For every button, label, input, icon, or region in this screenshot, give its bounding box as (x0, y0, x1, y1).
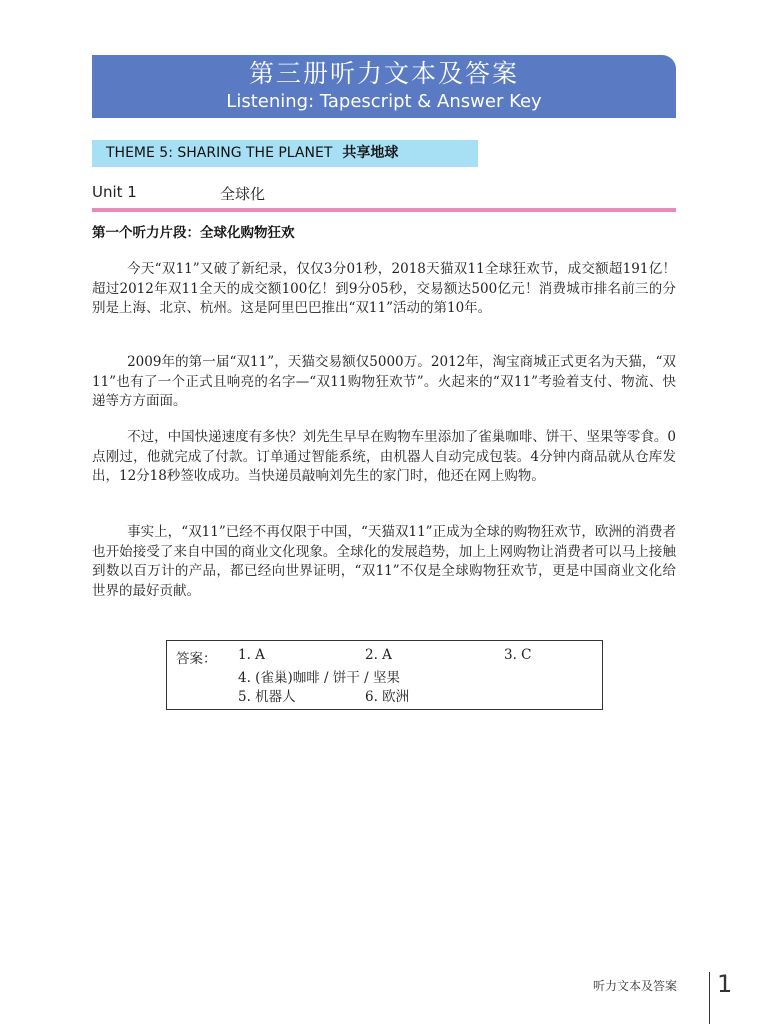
answer-item: 3. C (504, 647, 532, 663)
theme-banner (92, 140, 478, 167)
paragraph-2: 2009年的第一届“双11”，天猫交易额仅5000万。2012年，淘宝商城正式更名为天猫，“双11”也有了一个正式且响亮的名字—“双11购物狂欢节”。火起来的“双11”考验着支付、物流、快递等方方面面。 (92, 354, 676, 409)
answer-label: 答案： (176, 651, 217, 667)
paragraph-3: 不过，中国快递速度有多快？刘先生早早在购物车里添加了雀巢咖啡、饼干、坚果等零食。0点刚过，他就完成了付款。订单通过智能系统，由机器人自动完成包装。4分钟内商品就从仓库发出，12分18秒签收成功。当快递员敲响刘先生的家门时，他还在网上购物。 (92, 429, 676, 484)
paragraph-1: 今天“双11”又破了新纪录，仅仅3分01秒，2018天猫双11全球狂欢节，成交额超191亿！超过2012年双11全天的成交额100亿！到9分05秒，交易额达500亿元！消费城市排名前三的分别是上海、北京、杭州。这是阿里巴巴推出“双11”活动的第10年。 (92, 261, 676, 316)
theme-label: THEME 5: SHARING THE PLANET (106, 145, 333, 161)
theme-label-chinese: 共享地球 (342, 145, 399, 161)
answer-key-box (166, 640, 603, 710)
section-divider (92, 208, 676, 212)
unit-label: Unit 1 (92, 183, 137, 201)
section-title: 第一个听力片段：全球化购物狂欢 (92, 225, 295, 241)
page-header-banner (92, 55, 676, 118)
answer-item: 6. 欧洲 (365, 689, 410, 705)
answer-item: 2. A (365, 647, 392, 663)
page-number: 1 (717, 970, 733, 998)
unit-heading (92, 183, 266, 203)
answer-item: 1. A (238, 647, 265, 663)
answer-item: 5. 机器人 (238, 689, 296, 705)
header-title-chinese: 第三册听力文本及答案 (248, 59, 519, 88)
paragraph-4: 事实上，“双11”已经不再仅限于中国，“天猫双11”正成为全球的购物狂欢节，欧洲的消费者也开始接受了来自中国的商业文化现象。全球化的发展趋势，加上上网购物让消费者可以马上接触到数以百万计的产品，都已经向世界证明，“双11”不仅是全球购物狂欢节，更是中国商业文化给世界的最好贡献。 (92, 524, 676, 599)
answer-item: 4. (雀巢)咖啡 / 饼干 / 坚果 (238, 670, 400, 686)
unit-title-chinese: 全球化 (220, 185, 266, 203)
header-title-english: Listening: Tapescript & Answer Key (226, 91, 542, 112)
footer-divider (709, 972, 710, 1024)
footer-label: 听力文本及答案 (593, 979, 678, 993)
